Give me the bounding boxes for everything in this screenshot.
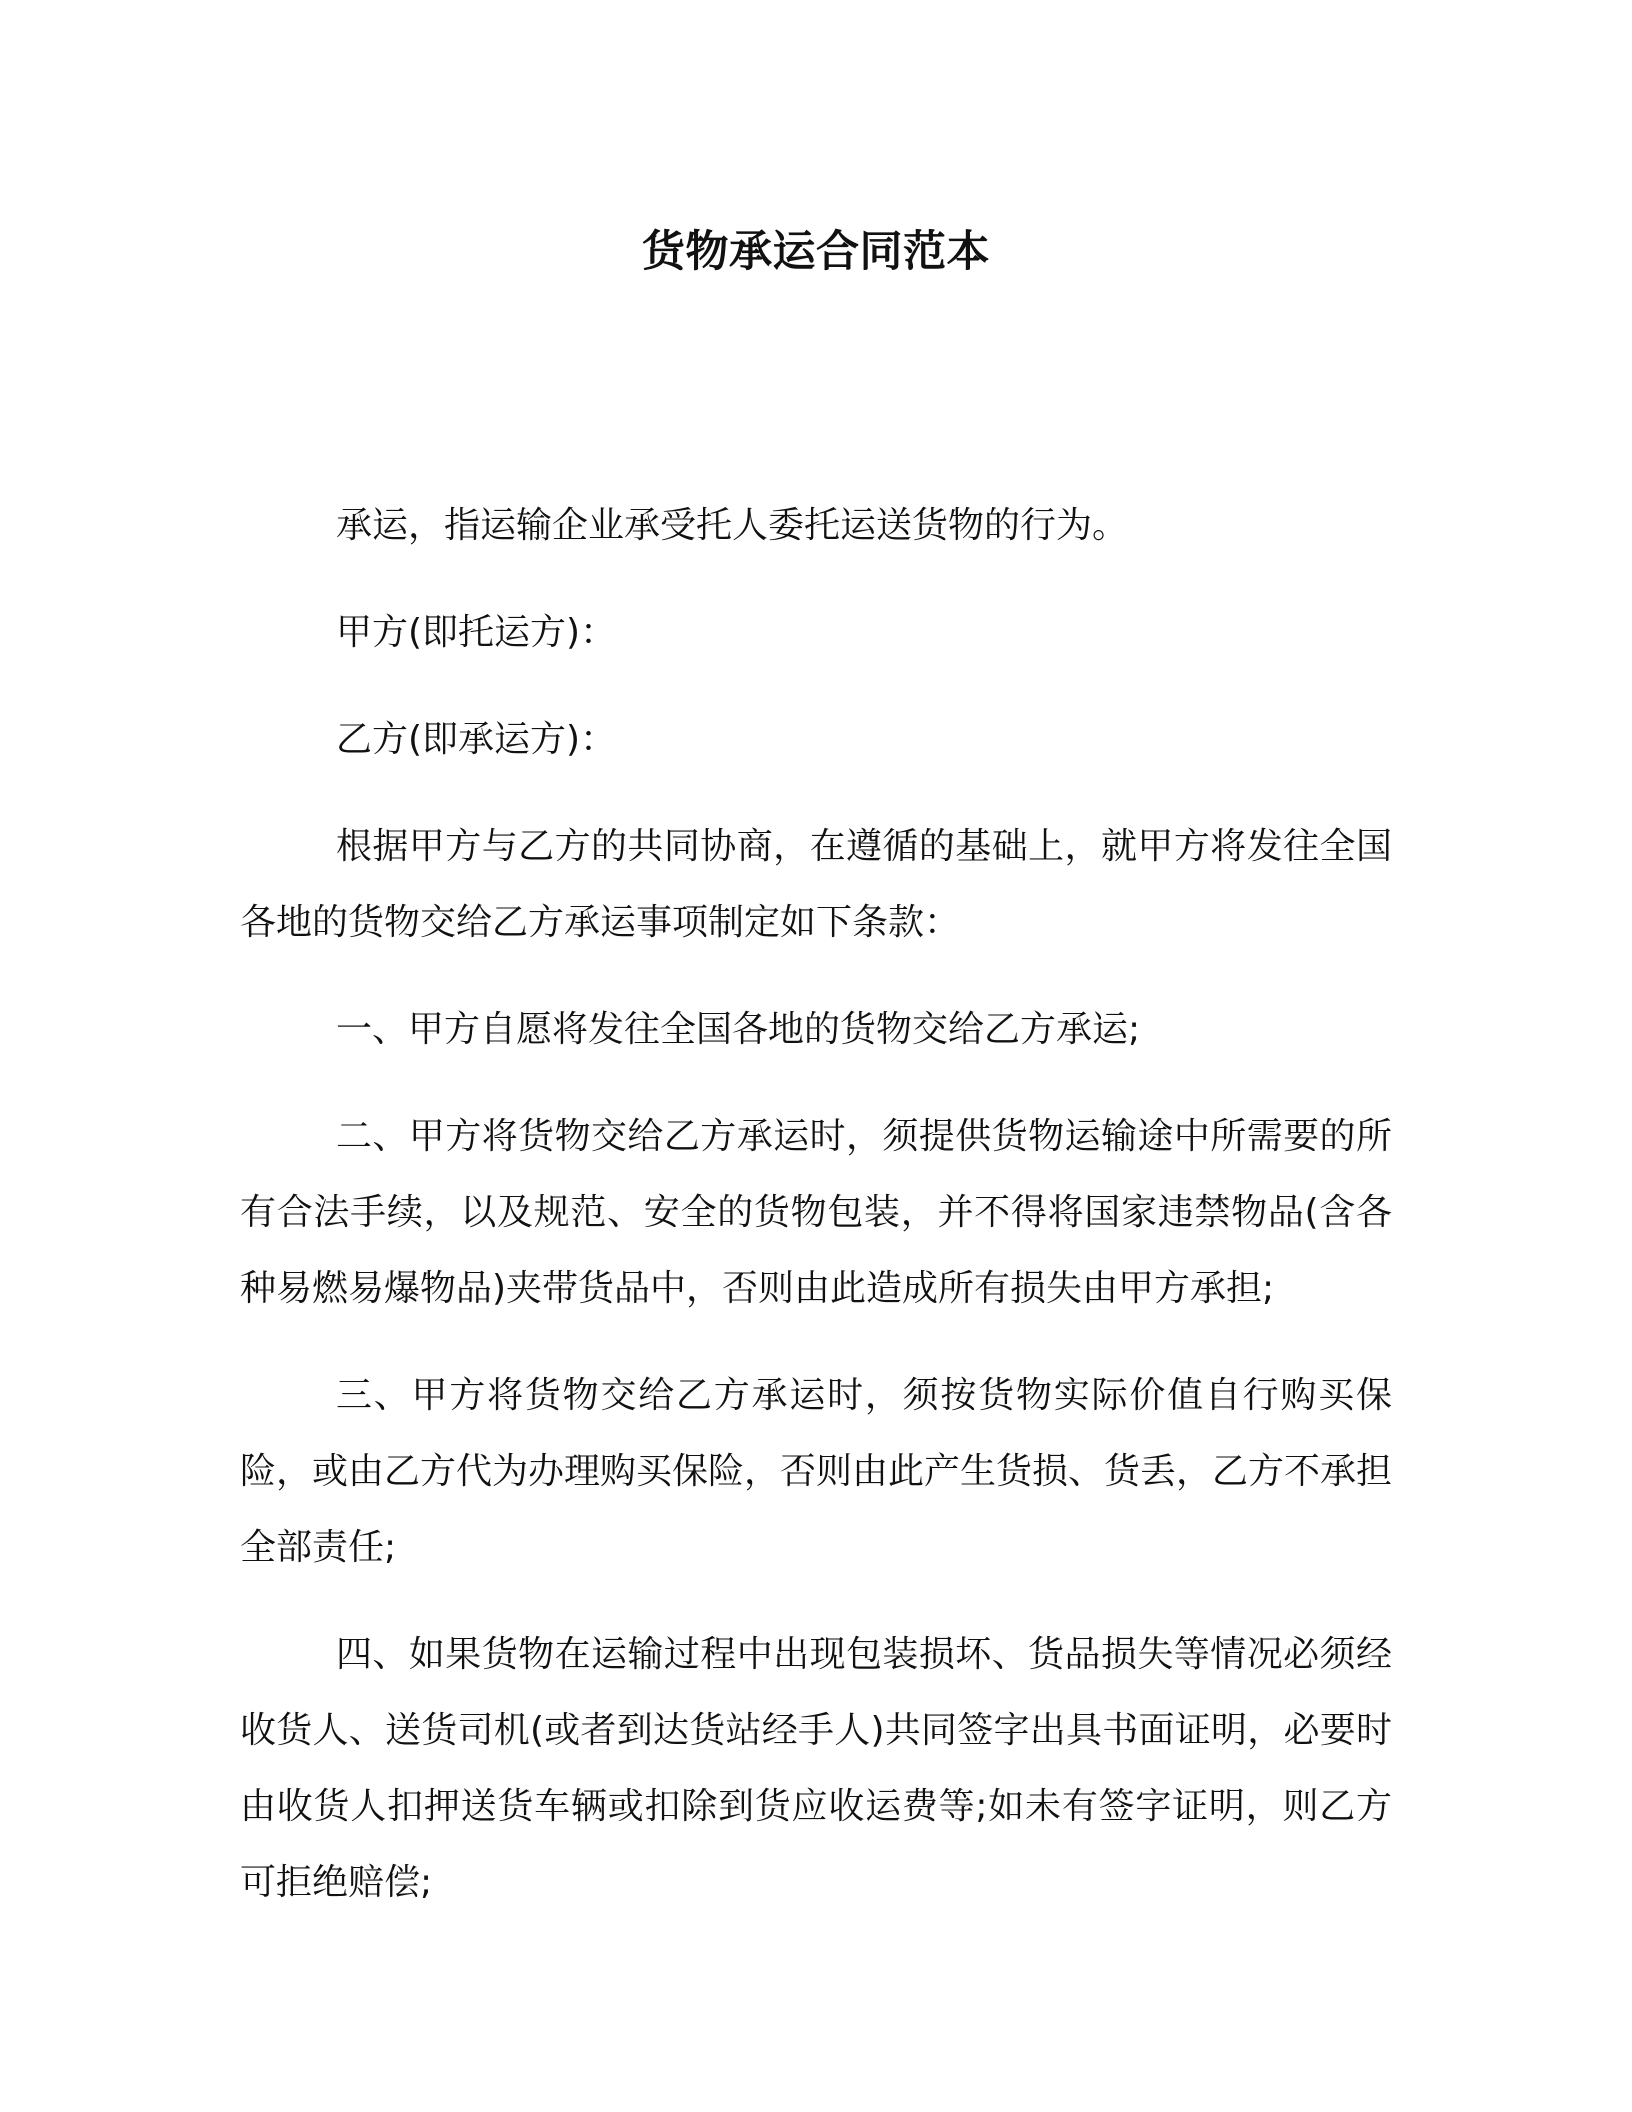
clause-three: 三、甲方将货物交给乙方承运时，须按货物实际价值自行购买保险，或由乙方代为办理购买保险，否则由此产生货损、货丢，乙方不承担全部责任; bbox=[240, 1375, 1393, 1568]
paragraph-preamble: 根据甲方与乙方的共同协商，在遵循的基础上，就甲方将发往全国各地的货物交给乙方承运事项制定如下条款： bbox=[240, 826, 1392, 943]
clause-one: 一、甲方自愿将发往全国各地的货物交给乙方承运; bbox=[336, 1009, 1141, 1050]
paragraph-party-a: 甲方(即托运方)： bbox=[336, 612, 617, 653]
paragraph-definition: 承运，指运输企业承受托人委托运送货物的行为。 bbox=[336, 505, 1129, 546]
clause-four: 四、如果货物在运输过程中出现包装损坏、货品损失等情况必须经收货人、送货司机(或者到达货站经手人)共同签字出具书面证明，必要时由收货人扣押送货车辆或扣除到货应收运费等;如未有签字证明，则乙方可拒绝赔偿; bbox=[240, 1634, 1392, 1903]
paragraph-party-b: 乙方(即承运方)： bbox=[336, 719, 617, 760]
clause-two: 二、甲方将货物交给乙方承运时，须提供货物运输途中所需要的所有合法手续，以及规范、安全的货物包装，并不得将国家违禁物品(含各种易燃易爆物品)夹带货品中，否则由此造成所有损失由甲方承担; bbox=[240, 1116, 1392, 1309]
document-title: 货物承运合同范本 bbox=[642, 227, 990, 277]
document-body bbox=[240, 488, 1392, 1952]
